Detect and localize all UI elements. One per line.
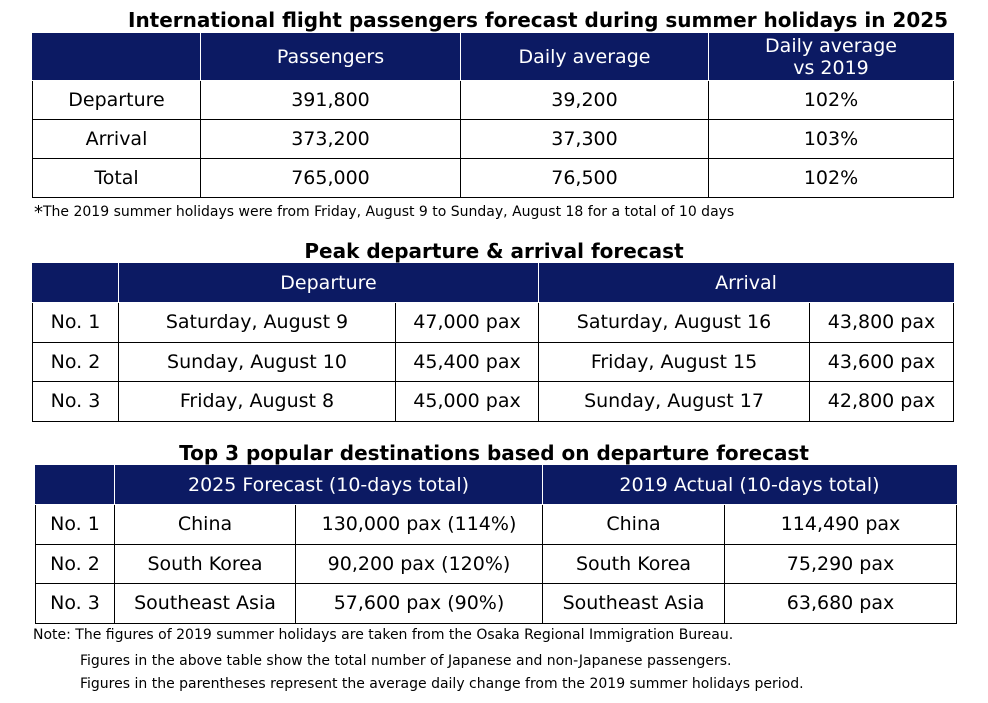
header-cell-empty [36, 466, 115, 505]
note-line-1: Note: The figures of 2019 summer holidays are taken from the Osaka Regional Immigration Bureau. [33, 627, 734, 643]
destination-2025-cell: South Korea [115, 544, 296, 584]
pax-2019-cell: 114,490 pax [725, 505, 957, 545]
departure-date-cell: Sunday, August 10 [119, 342, 396, 382]
rank-cell: No. 3 [33, 382, 119, 422]
arrival-pax-cell: 43,600 pax [810, 342, 954, 382]
destination-2019-cell: South Korea [543, 544, 725, 584]
footnote-asterisk: * [34, 202, 43, 223]
passengers-cell: 391,800 [201, 81, 461, 120]
note-line-3: Figures in the parentheses represent the average daily change from the 2019 summer holidays period. [80, 676, 804, 692]
table-row [36, 584, 957, 624]
pax-2019-cell: 75,290 pax [725, 544, 957, 584]
departure-pax-cell: 47,000 pax [396, 303, 539, 343]
vs-2019-cell: 102% [709, 159, 954, 198]
forecast-footnote [34, 200, 734, 221]
header-cell-empty [33, 264, 119, 303]
arrival-date-cell: Friday, August 15 [539, 342, 810, 382]
departure-date-cell: Friday, August 8 [119, 382, 396, 422]
row-label: Total [33, 159, 201, 198]
table-row [36, 505, 957, 545]
footnote-text: The 2019 summer holidays were from Friday, August 9 to Sunday, August 18 for a total of 10 days [43, 204, 735, 220]
peak-table-title: Peak departure & arrival forecast [304, 239, 684, 263]
daily-average-cell: 39,200 [461, 81, 709, 120]
header-line-2: vs 2019 [793, 57, 869, 79]
table-row [33, 382, 954, 422]
pax-2025-cell: 57,600 pax (90%) [296, 584, 543, 624]
header-2025-forecast: 2025 Forecast (10-days total) [115, 466, 543, 505]
header-departure: Departure [119, 264, 539, 303]
note-line-2: Figures in the above table show the total number of Japanese and non-Japanese passengers. [80, 653, 732, 669]
destination-2019-cell: China [543, 505, 725, 545]
arrival-pax-cell: 42,800 pax [810, 382, 954, 422]
forecast-table [32, 33, 954, 198]
destination-2025-cell: China [115, 505, 296, 545]
header-daily-average-vs-2019 [709, 34, 954, 81]
table-row [33, 120, 954, 159]
arrival-date-cell: Saturday, August 16 [539, 303, 810, 343]
table-header-row [36, 466, 957, 505]
table-header-row [33, 264, 954, 303]
daily-average-cell: 76,500 [461, 159, 709, 198]
destinations-table [35, 465, 957, 624]
header-passengers: Passengers [201, 34, 461, 81]
table-row [33, 159, 954, 198]
passengers-cell: 765,000 [201, 159, 461, 198]
pax-2025-cell: 130,000 pax (114%) [296, 505, 543, 545]
rank-cell: No. 1 [33, 303, 119, 343]
header-cell-empty [33, 34, 201, 81]
row-label: Arrival [33, 120, 201, 159]
rank-cell: No. 2 [36, 544, 115, 584]
rank-cell: No. 2 [33, 342, 119, 382]
daily-average-cell: 37,300 [461, 120, 709, 159]
row-label: Departure [33, 81, 201, 120]
arrival-pax-cell: 43,800 pax [810, 303, 954, 343]
header-daily-average: Daily average [461, 34, 709, 81]
table-row [33, 303, 954, 343]
rank-cell: No. 1 [36, 505, 115, 545]
departure-pax-cell: 45,000 pax [396, 382, 539, 422]
table-row [36, 544, 957, 584]
peak-table [32, 263, 954, 422]
header-2019-actual: 2019 Actual (10-days total) [543, 466, 957, 505]
destination-2019-cell: Southeast Asia [543, 584, 725, 624]
header-arrival: Arrival [539, 264, 954, 303]
departure-pax-cell: 45,400 pax [396, 342, 539, 382]
vs-2019-cell: 102% [709, 81, 954, 120]
pax-2025-cell: 90,200 pax (120%) [296, 544, 543, 584]
passengers-cell: 373,200 [201, 120, 461, 159]
header-line-1: Daily average [765, 35, 897, 57]
destinations-table-title: Top 3 popular destinations based on departure forecast [179, 441, 809, 465]
departure-date-cell: Saturday, August 9 [119, 303, 396, 343]
vs-2019-cell: 103% [709, 120, 954, 159]
pax-2019-cell: 63,680 pax [725, 584, 957, 624]
table-row [33, 81, 954, 120]
table-row [33, 342, 954, 382]
forecast-table-title: International flight passengers forecast during summer holidays in 2025 [128, 8, 949, 32]
table-header-row [33, 34, 954, 81]
rank-cell: No. 3 [36, 584, 115, 624]
arrival-date-cell: Sunday, August 17 [539, 382, 810, 422]
destination-2025-cell: Southeast Asia [115, 584, 296, 624]
